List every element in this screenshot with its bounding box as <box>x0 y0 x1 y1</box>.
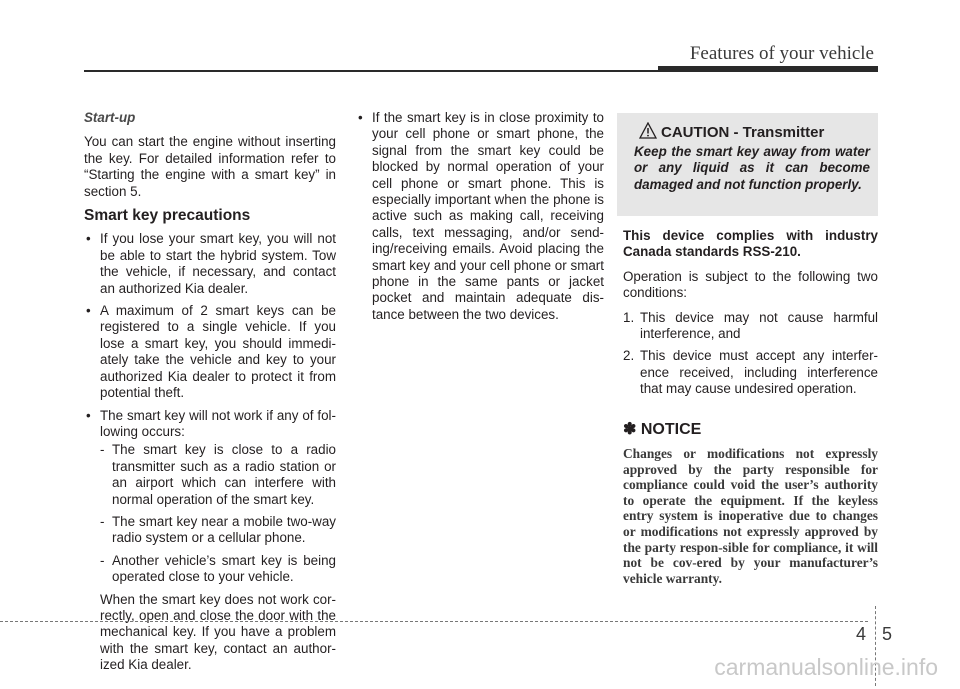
column-right <box>623 228 878 586</box>
sublist-item: - The smart key near a mobile two-way radio system or a cellular phone. <box>100 514 336 547</box>
page-number: 5 <box>882 624 893 644</box>
notice-title: ✽ NOTICE <box>623 420 702 438</box>
precautions-heading: Smart key precautions <box>84 207 251 225</box>
list-item-text: This device must accept any interfer-ence received, including interference that may cause undesired operation. <box>640 348 878 397</box>
startup-heading: Start-up <box>84 110 136 125</box>
caution-body: Keep the smart key away from water or any liquid as it can become damaged and not function properly. <box>634 144 870 192</box>
footer-divider <box>0 621 868 622</box>
watermark: carmanualsonline.info <box>714 654 938 680</box>
compliance-statement: This device complies with industry Canada standards RSS-210. <box>623 228 878 260</box>
list-item: • A maximum of 2 smart keys can be registered to a single vehicle. If you lose a smart key, you should immedi-ately take the vehicle and key to your authorized Kia dealer to protect it from potential theft. <box>84 303 336 401</box>
list-item: • If you lose your smart key, you will not be able to start the hybrid system. Tow the vehicle, if necessary, and contact an authorized Kia dealer. <box>84 231 336 297</box>
list-item: • If the smart key is in close proximity to your cell phone or smart phone, the signal from the smart key could be blocked by normal operation of your cell phone or smart phone. This is especially important when the phone is active such as making call, receiving calls, text messaging, and/or send-ing/receiving emails. Avoid placing the smart key and your cell phone or smart phone in the same pants or jacket pocket and maintain adequate dis-tance between the two devices. <box>356 110 604 323</box>
chapter-number: 4 <box>856 624 867 644</box>
sublist-item: - The smart key is close to a radio transmitter such as a radio station or an airport which can interfere with normal operation of the smart key. <box>100 442 336 508</box>
column-left <box>84 110 336 682</box>
caution-title: CAUTION - Transmitter <box>661 124 825 141</box>
startup-text: You can start the engine without inserting the key. For detailed information refer to “Starting the engine with a smart key” in section 5. <box>84 134 336 199</box>
list-number: 1. <box>623 309 635 325</box>
list-item-text: This device may not cause harmful interference, and <box>640 309 878 342</box>
precautions-list <box>84 231 336 673</box>
sublist-item: - Another vehicle’s smart key is being operated close to your vehicle. <box>100 553 336 586</box>
operation-text: Operation is subject to the following two conditions: <box>623 268 878 301</box>
list-number: 2. <box>623 348 635 364</box>
conditions-sublist <box>100 442 336 585</box>
followup-text: When the smart key does not work cor-rectly, open and close the door with the mechanical key. If you have a problem with the smart key, contact an author-ized Kia dealer. <box>100 591 336 673</box>
proximity-list <box>356 110 604 323</box>
list-item <box>84 408 336 674</box>
list-item-text: The smart key will not work if any of fol-lowing occurs: <box>100 407 336 439</box>
notice-body: Changes or modifications not expressly approved by the party responsible for compliance could void the user’s authority to operate the equipment. If the keyless entry system is inoperative due to changes or modifications not expressly approved by the party respon-sible for compliance, it will not be cov-ered by your manufacturer’s vehicle warranty. <box>623 446 878 586</box>
list-item <box>623 348 878 397</box>
header-rule-accent <box>658 66 878 72</box>
list-item <box>623 310 878 343</box>
column-middle <box>356 110 604 329</box>
conditions-list <box>623 310 878 398</box>
caution-box <box>617 113 878 216</box>
warning-triangle-icon <box>639 122 657 144</box>
section-header-title: Features of your vehicle <box>689 43 874 64</box>
